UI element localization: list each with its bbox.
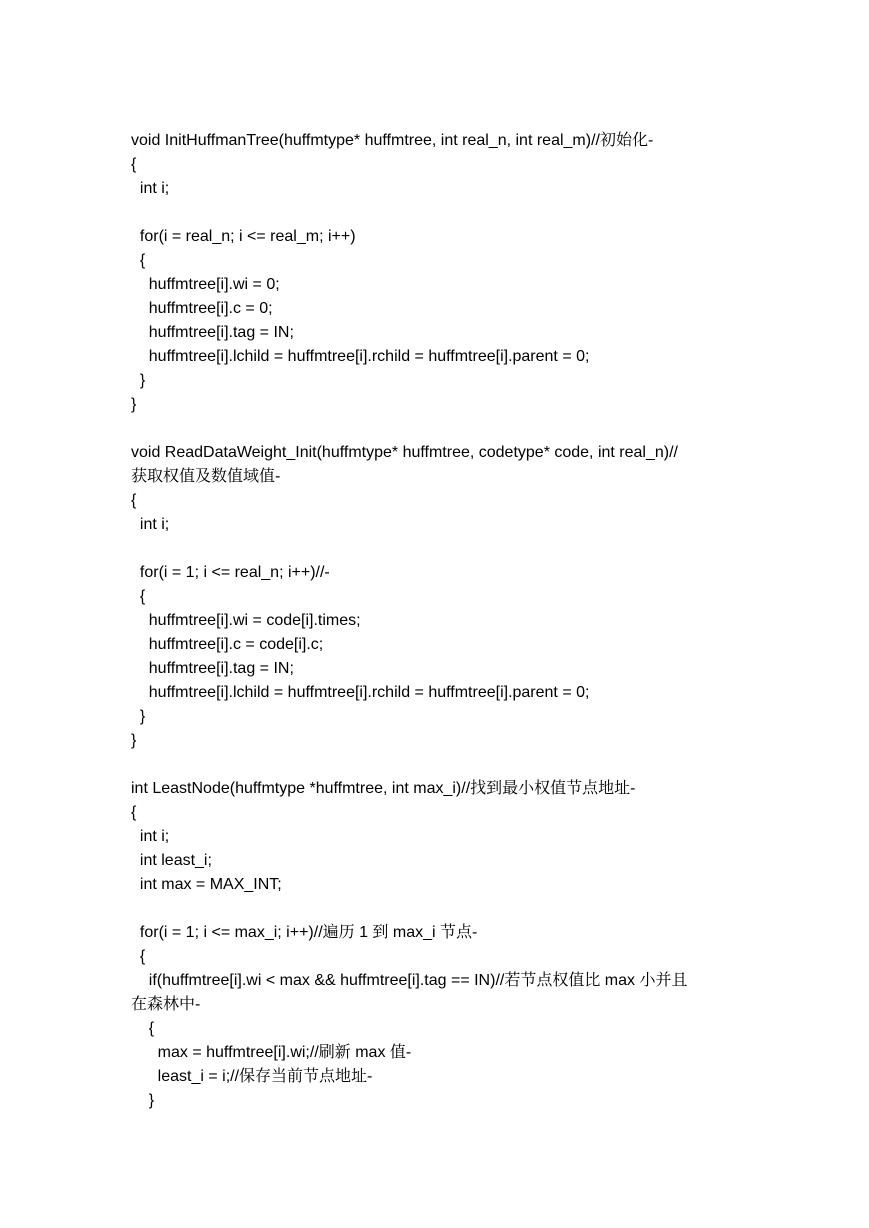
code-line: { xyxy=(131,948,146,965)
code-line: } xyxy=(131,396,137,413)
code-line: huffmtree[i].tag = IN; xyxy=(131,324,294,341)
code-line: least_i = i;//保存当前节点地址- xyxy=(131,1068,373,1085)
code-line: int i; xyxy=(131,828,170,845)
code-line: huffmtree[i].tag = IN; xyxy=(131,660,294,677)
code-line: int max = MAX_INT; xyxy=(131,876,282,893)
code-block xyxy=(131,129,751,1113)
code-line: int i; xyxy=(131,516,170,533)
code-line: int least_i; xyxy=(131,852,212,869)
code-line: { xyxy=(131,156,137,173)
code-line: huffmtree[i].c = 0; xyxy=(131,300,273,317)
code-line: } xyxy=(131,732,137,749)
code-line: void InitHuffmanTree(huffmtype* huffmtree, int real_n, int real_m)//初始化- xyxy=(131,132,654,149)
code-line: 在森林中- xyxy=(131,996,201,1013)
code-line: for(i = 1; i <= max_i; i++)//遍历 1 到 max_i 节点- xyxy=(131,924,478,941)
code-line: huffmtree[i].wi = code[i].times; xyxy=(131,612,361,629)
blank-line xyxy=(131,201,751,225)
code-line: for(i = real_n; i <= real_m; i++) xyxy=(131,228,356,245)
code-line: { xyxy=(131,1020,155,1037)
code-line: int LeastNode(huffmtype *huffmtree, int max_i)//找到最小权值节点地址- xyxy=(131,780,636,797)
code-line: } xyxy=(131,1092,155,1109)
code-line: } xyxy=(131,708,146,725)
code-line: if(huffmtree[i].wi < max && huffmtree[i].tag == IN)//若节点权值比 max 小并且 xyxy=(131,972,688,989)
code-line: huffmtree[i].c = code[i].c; xyxy=(131,636,324,653)
blank-line xyxy=(131,753,751,777)
code-line: huffmtree[i].wi = 0; xyxy=(131,276,280,293)
code-line: max = huffmtree[i].wi;//刷新 max 值- xyxy=(131,1044,412,1061)
code-line: for(i = 1; i <= real_n; i++)//- xyxy=(131,564,330,581)
code-line: void ReadDataWeight_Init(huffmtype* huffmtree, codetype* code, int real_n)// xyxy=(131,444,678,461)
blank-line xyxy=(131,417,751,441)
blank-line xyxy=(131,537,751,561)
code-line: } xyxy=(131,372,146,389)
code-line: huffmtree[i].lchild = huffmtree[i].rchild = huffmtree[i].parent = 0; xyxy=(131,348,590,365)
blank-line xyxy=(131,897,751,921)
code-line: { xyxy=(131,804,137,821)
code-line: 获取权值及数值域值- xyxy=(131,468,281,485)
code-line: huffmtree[i].lchild = huffmtree[i].rchild = huffmtree[i].parent = 0; xyxy=(131,684,590,701)
code-line: { xyxy=(131,252,146,269)
code-line: { xyxy=(131,492,137,509)
code-line: { xyxy=(131,588,146,605)
code-line: int i; xyxy=(131,180,170,197)
